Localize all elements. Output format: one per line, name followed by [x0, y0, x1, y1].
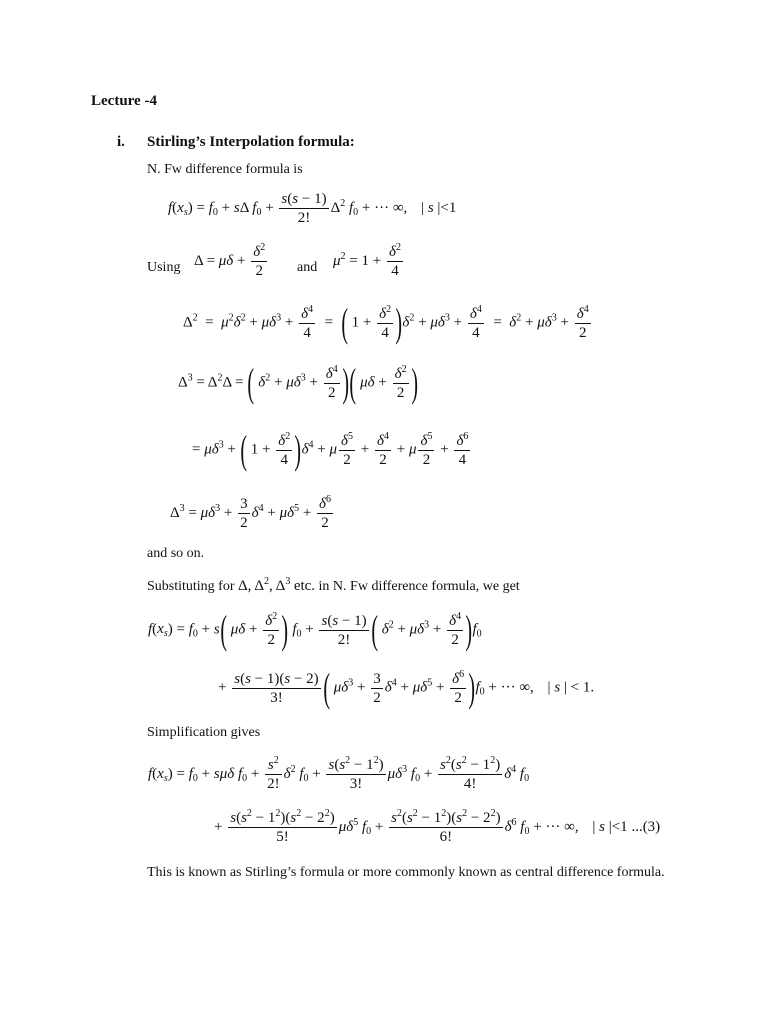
- conclusion-text: This is known as Stirling’s formula or more commonly known as central difference formula.: [147, 865, 665, 880]
- delta-cubed-equation-2: = $\mu\delta^3$ + ( 1 + $\frac{\delta^2}{4}$ )$\delta^4 + \mu$ $\frac{\delta^5}{2}$ + $\frac{\delta^4}{2}$ + μ $\frac{\delta^5}{2}$ + $\frac{\delta^6}{4}$: [192, 427, 469, 472]
- delta-cubed-result: $\Delta^3 = \mu\delta^3$ + $\frac{3}{2}$ $\delta^4 + \mu\delta^5$ + $\frac{\delta^6}{2}$: [170, 494, 332, 531]
- substituting-pre: Substituting for: [147, 579, 235, 594]
- simplification-text: Simplification gives: [147, 725, 261, 740]
- section-number: i.: [117, 134, 125, 150]
- substituted-equation-1: $f(x_s) = f_0 + s$( μδ + $\frac{\delta^2}{2}$ ) $f_0$ + $\frac{s(s - 1)}{2!}$ ( $\delta^2 + \mu\delta^3$ + $\frac{\delta^4}{2}$ )$f_0$: [148, 607, 482, 652]
- substituting-post: in N. Fw difference formula, we get: [318, 579, 520, 594]
- substituting-line: [147, 578, 520, 595]
- lecture-heading: Lecture -4: [91, 93, 157, 109]
- delta-squared-equation: $\Delta^2 = \mu^2\delta^2 + \mu\delta^3$ + $\frac{\delta^4}{4}$ = ( 1 + $\frac{\delta^2}{4}$ )$\delta^2 + \mu\delta^3$ + $\frac{\delta^4}{4}$ = $\delta^2 + \mu\delta^3$ + $\frac{\delta^4}{2}$: [183, 300, 589, 345]
- and-label: and: [297, 260, 318, 275]
- stirling-equation-1: $f(x_s) = f_0 + s\mu\delta$ $f_0$ + $\frac{s^2}{2!}$ $\delta^2$ $f_0$ + $\frac{s(s^2 - 1^2)}{3!}$ $\mu\delta^3$ $f_0$ + $\frac{s^2(s^2 - 1^2)}{4!}$ $\delta^4$ $f_0$: [148, 755, 530, 792]
- delta-cubed-equation-1: $\Delta^3 = \Delta^2\Delta$ = ( $\delta^2 + \mu\delta^3$ + $\frac{\delta^4}{2}$ )( μδ + $\frac{\delta^2}{2}$ ): [178, 360, 418, 405]
- using-label: Using: [147, 260, 181, 275]
- mu-identity: $\mu^2 = 1$ + $\frac{\delta^2}{4}$: [333, 242, 401, 279]
- newton-forward-equation: $f(x_s) = f_0 + s\Delta$ $f_0$ + $\frac{s(s - 1)}{2!}$ $\Delta^2$ $f_0$ + ··· ∞, | s |<1: [168, 191, 457, 226]
- substituted-equation-2: + $\frac{s(s - 1)(s - 2)}{3!}$ ( $\mu\delta^3$ + $\frac{3}{2}$ $\delta^4 + \mu\delta^5$ + $\frac{\delta^6}{2}$ )$f_0$ + ··· ∞, | s | < 1.: [218, 665, 595, 710]
- and-so-on-text: and so on.: [147, 546, 205, 561]
- delta-identity: Δ = μδ + $\frac{\delta^2}{2}$: [194, 242, 266, 279]
- stirling-equation-2: + $\frac{s(s^2 - 1^2)(s^2 - 2^2)}{5!}$ $\mu\delta^5$ $f_0$ + $\frac{s^2(s^2 - 1^2)(s^2 - 2^2)}{6!}$ $\delta^6$ $f_0$ + ··· ∞, | s |<1 ...(3): [214, 808, 661, 845]
- delta-list: Δ, $\Delta^2$, $\Delta^3$: [238, 576, 291, 594]
- substituting-etc: etc.: [293, 578, 316, 594]
- section-title: Stirling’s Interpolation formula:: [147, 134, 355, 150]
- equation-tag: ...(3): [631, 818, 661, 835]
- intro-text: N. Fw difference formula is: [147, 162, 303, 177]
